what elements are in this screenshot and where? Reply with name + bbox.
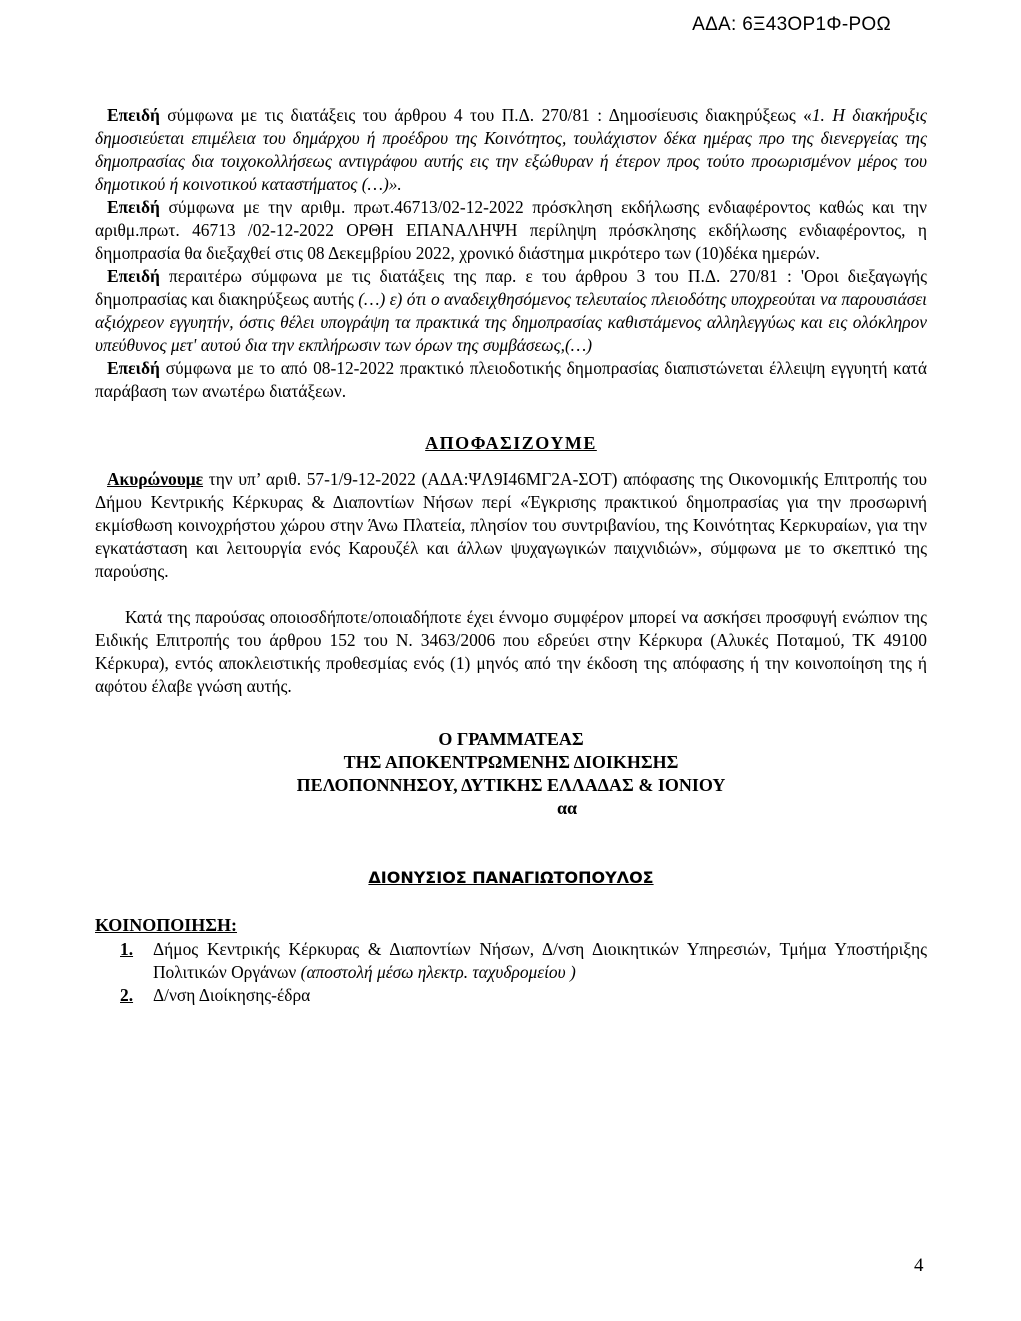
whereas-lead: Επειδή	[107, 358, 160, 378]
paragraph-whereas-3	[95, 265, 927, 357]
whereas-text: περαιτέρω σύμφωνα με τις διατάξεις της παρ. ε του άρθρου 3 του Π.Δ. 270/81 : 'Οροι διεξαγωγής δημοπρασίας και διακηρύξεως αυτής	[95, 266, 927, 309]
notification-list	[95, 938, 927, 1007]
paragraph-appeal: Κατά της παρούσας οποιοσδήποτε/οποιαδήποτε έχει έννομο συμφέρον μπορεί να ασκήσει προσφυγή ενώπιον της Ειδικής Επιτροπής του άρθρου 152 του Ν. 3463/2006 που εδρεύει στην Κέρκυρα (Αλυκές Ποταμού, ΤΚ 49100 Κέρκυρα), εντός αποκλειστικής προθεσμίας ενός (1) μηνός από την έκδοση της απόφασης ή την κοινοποίηση της ή αφότου έλαβε γνώση αυτής.	[95, 607, 927, 696]
signature-title-line1: Ο ΓΡΑΜΜΑΤΕΑΣ	[438, 729, 584, 749]
whereas-quote: 1. Η διακήρυξις δημοσιεύεται επιμέλεια του δημάρχου ή προέδρου της Κοινότητος, τουλάχιστον δέκα ημέρας προ της διενεργείας της δημοπρασίας δια τοιχοκολλήσεως αντιγράφου αυτής εις την εξώθυραν ή έτερον προς τούτο προωρισμένον μέρος του δημοτικού ή κοινοτικού καταστήματος (…)».	[95, 105, 927, 194]
notification-title: ΚΟΙΝΟΠΟΙΗΣΗ:	[95, 915, 238, 935]
list-item-number: 2.	[120, 985, 134, 1005]
list-item-number: 1.	[120, 939, 134, 959]
list-item	[95, 984, 927, 1007]
list-item-normal: Δ/νση Διοίκησης-έδρα	[153, 985, 311, 1005]
list-item-text	[150, 938, 927, 984]
list-item-italic: (αποστολή μέσω ηλεκτρ. ταχυδρομείου )	[300, 962, 576, 982]
paragraph-whereas-1	[95, 104, 927, 196]
document-body	[95, 104, 927, 1007]
paragraph-whereas-2	[95, 196, 927, 265]
ada-code: ΑΔΑ: 6Ξ43ΟΡ1Φ-ΡΟΩ	[692, 14, 891, 35]
signature-title-line3: ΠΕΛΟΠΟΝΝΗΣΟΥ, ΔΥΤΙΚΗΣ ΕΛΛΑΔΑΣ & ΙΟΝΙΟΥ	[296, 775, 726, 795]
signatory-name: ΔΙΟΝΥΣΙΟΣ ΠΑΝΑΓΙΩΤΟΠΟΥΛΟΣ	[368, 868, 654, 887]
list-item-text	[150, 984, 927, 1007]
decision-lead: Ακυρώνουμε	[107, 469, 204, 489]
whereas-lead: Επειδή	[107, 197, 160, 217]
page-number: 4	[914, 1255, 924, 1276]
list-item-normal: Δήμος Κεντρικής Κέρκυρας & Διαποντίων Νήσων, Δ/νση Διοικητικών Υπηρεσιών, Τμήμα Υποστήριξης Πολιτικών Οργάνων	[153, 939, 927, 982]
whereas-quote: (…) ε) ότι ο αναδειχθησόμενος τελευταίος πλειοδότης υποχρεούται να παρουσιάσει αξιόχρεον εγγυητήν, όστις θέλει υπογράψη τα πρακτικά της δημοπρασίας καθιστάμενος αλληλεγγύως και εις ολόκληρον υπεύθυνος μετ' αυτού δια την εκπλήρωσιν των όρων της συμβάσεως,(…)	[95, 289, 928, 355]
decision-text: την υπ’ αριθ. 57-1/9-12-2022 (ΑΔΑ:ΨΛ9Ι46ΜΓ2Α-ΣΟΤ) απόφασης της Οικονομικής Επιτροπής του Δήμου Κεντρικής Κέρκυρας & Διαποντίων Νήσων περί «Έγκρισης πρακτικού δημοπρασίας για την προσωρινή εκμίσθωση κοινοχρήστου χώρου στην Άνω Πλατεία, πλησίον του συντριβανίου, της Κοινότητας Κερκυραίων, για την εγκατάσταση και λειτουργία ενός Καρουζέλ και άλλων ψυχαγωγικών παιχνιδιών», σύμφωνα με το σκεπτικό της παρούσης.	[95, 469, 927, 581]
whereas-text: σύμφωνα με τις διατάξεις του άρθρου 4 του Π.Δ. 270/81 : Δημοσίευσις διακηρύξεως «	[159, 105, 812, 125]
whereas-lead: Επειδή	[107, 105, 160, 125]
list-item	[95, 938, 927, 984]
signature-aa: αα	[556, 798, 578, 818]
signature-title-line2: ΤΗΣ ΑΠΟΚΕΝΤΡΩΜΕΝΗΣ ΔΙΟΙΚΗΣΗΣ	[343, 752, 679, 772]
paragraph-decision	[95, 468, 927, 583]
whereas-lead: Επειδή	[107, 266, 160, 286]
paragraph-whereas-4	[95, 357, 927, 403]
whereas-text: σύμφωνα με την αριθμ. πρωτ.46713/02-12-2022 πρόσκληση εκδήλωσης ενδιαφέροντος καθώς και την αριθμ.πρωτ. 46713 /02-12-2022 ΟΡΘΗ ΕΠΑΝΑΛΗΨΗ περίληψη πρόσκλησης εκδήλωσης ενδιαφέροντος, η δημοπρασία θα διεξαχθεί στις 08 Δεκεμβρίου 2022, χρονικό διάστημα μικρότερο των (10)δέκα ημερών.	[95, 197, 927, 263]
decision-heading: ΑΠΟΦΑΣΙΖΟΥΜΕ	[425, 433, 597, 453]
signature-block	[95, 728, 927, 887]
whereas-text: σύμφωνα με το από 08-12-2022 πρακτικό πλειοδοτικής δημοπρασίας διαπιστώνεται έλλειψη εγγυητή κατά παράβαση των ανωτέρω διατάξεων.	[95, 358, 927, 401]
